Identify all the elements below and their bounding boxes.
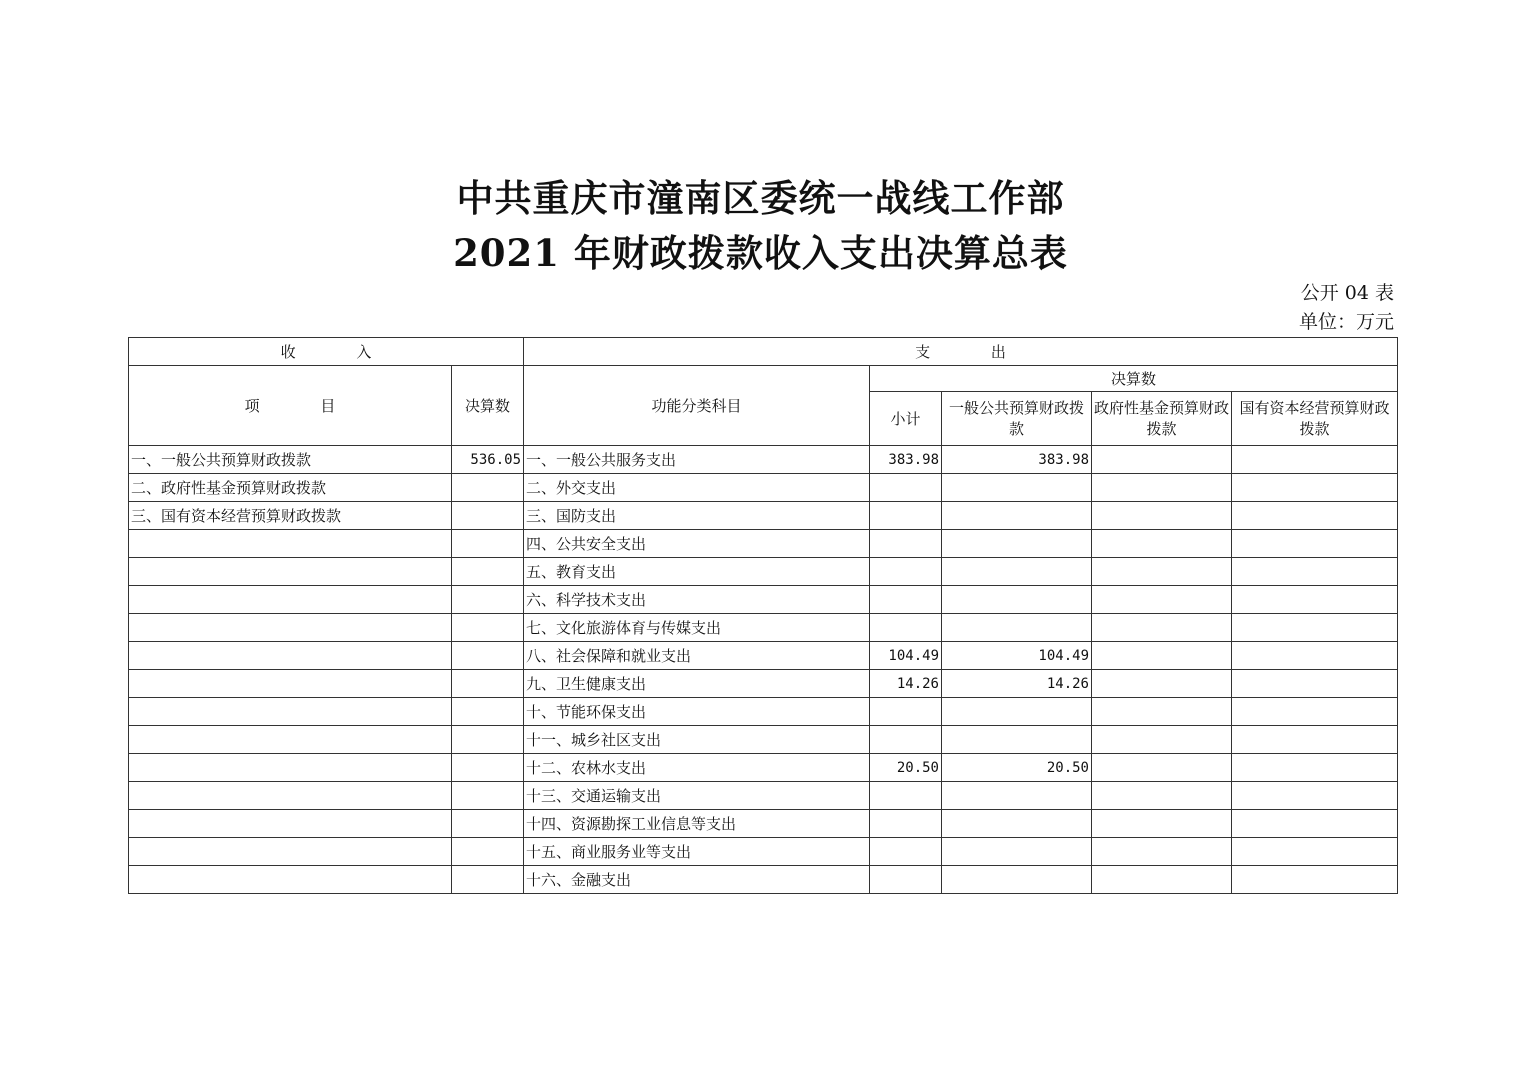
cell-general xyxy=(942,698,1092,726)
table-row xyxy=(129,586,1398,614)
income-section-header: 收 入 xyxy=(129,338,524,366)
cell-state xyxy=(1232,586,1398,614)
table-row xyxy=(129,446,1398,474)
cell-state xyxy=(1232,754,1398,782)
cell-subtotal xyxy=(870,530,942,558)
table-row xyxy=(129,754,1398,782)
cell-subtotal: 383.98 xyxy=(870,446,942,474)
cell-income-amount xyxy=(452,726,524,754)
cell-income-amount xyxy=(452,558,524,586)
cell-income-amount xyxy=(452,866,524,894)
col-header-item: 项 目 xyxy=(129,366,452,446)
cell-income-amount xyxy=(452,586,524,614)
cell-fund xyxy=(1092,558,1232,586)
cell-expense-item: 五、教育支出 xyxy=(524,558,870,586)
table-row xyxy=(129,642,1398,670)
cell-fund xyxy=(1092,614,1232,642)
table-row xyxy=(129,558,1398,586)
cell-fund xyxy=(1092,446,1232,474)
cell-income-amount xyxy=(452,614,524,642)
cell-income-amount xyxy=(452,782,524,810)
cell-subtotal xyxy=(870,866,942,894)
table-row xyxy=(129,502,1398,530)
table-row xyxy=(129,698,1398,726)
cell-fund xyxy=(1092,586,1232,614)
col-header-state: 国有资本经营预算财政拨款 xyxy=(1232,392,1398,446)
cell-income-item xyxy=(129,810,452,838)
cell-fund xyxy=(1092,838,1232,866)
cell-expense-item: 十一、城乡社区支出 xyxy=(524,726,870,754)
table-row xyxy=(129,782,1398,810)
cell-income-item: 三、国有资本经营预算财政拨款 xyxy=(129,502,452,530)
cell-income-item: 二、政府性基金预算财政拨款 xyxy=(129,474,452,502)
cell-state xyxy=(1232,614,1398,642)
table-row xyxy=(129,670,1398,698)
cell-state xyxy=(1232,838,1398,866)
cell-general: 14.26 xyxy=(942,670,1092,698)
cell-income-amount xyxy=(452,698,524,726)
cell-subtotal xyxy=(870,810,942,838)
cell-state xyxy=(1232,698,1398,726)
cell-income-amount xyxy=(452,670,524,698)
table-row xyxy=(129,614,1398,642)
cell-expense-item: 十五、商业服务业等支出 xyxy=(524,838,870,866)
cell-state xyxy=(1232,670,1398,698)
table-row xyxy=(129,838,1398,866)
cell-state xyxy=(1232,446,1398,474)
cell-income-item xyxy=(129,754,452,782)
col-header-general: 一般公共预算财政拨款 xyxy=(942,392,1092,446)
cell-fund xyxy=(1092,530,1232,558)
cell-income-item xyxy=(129,698,452,726)
form-number: 公开 04 表 xyxy=(1300,282,1394,304)
cell-subtotal: 20.50 xyxy=(870,754,942,782)
cell-expense-item: 一、一般公共服务支出 xyxy=(524,446,870,474)
cell-general xyxy=(942,474,1092,502)
cell-fund xyxy=(1092,474,1232,502)
cell-state xyxy=(1232,782,1398,810)
cell-income-item xyxy=(129,670,452,698)
cell-state xyxy=(1232,642,1398,670)
cell-income-item xyxy=(129,586,452,614)
unit-label: 单位：万元 xyxy=(1298,311,1394,333)
cell-income-amount: 536.05 xyxy=(452,446,524,474)
cell-income-item xyxy=(129,614,452,642)
col-header-final-group: 决算数 xyxy=(870,366,1398,392)
cell-expense-item: 四、公共安全支出 xyxy=(524,530,870,558)
cell-income-item: 一、一般公共预算财政拨款 xyxy=(129,446,452,474)
document-title-line2: 2021 年财政拨款收入支出决算总表 xyxy=(453,231,1068,275)
table-row xyxy=(129,530,1398,558)
cell-subtotal xyxy=(870,726,942,754)
cell-expense-item: 十六、金融支出 xyxy=(524,866,870,894)
cell-income-amount xyxy=(452,838,524,866)
cell-income-item xyxy=(129,642,452,670)
cell-income-item xyxy=(129,866,452,894)
cell-income-item xyxy=(129,558,452,586)
expense-section-header: 支 出 xyxy=(524,338,1398,366)
cell-income-item xyxy=(129,782,452,810)
cell-state xyxy=(1232,502,1398,530)
cell-general xyxy=(942,530,1092,558)
cell-subtotal xyxy=(870,586,942,614)
cell-expense-item: 六、科学技术支出 xyxy=(524,586,870,614)
cell-income-amount xyxy=(452,474,524,502)
col-header-fund: 政府性基金预算财政拨款 xyxy=(1092,392,1232,446)
cell-income-amount xyxy=(452,530,524,558)
cell-expense-item: 十二、农林水支出 xyxy=(524,754,870,782)
cell-expense-item: 十四、资源勘探工业信息等支出 xyxy=(524,810,870,838)
cell-general xyxy=(942,614,1092,642)
cell-income-item xyxy=(129,838,452,866)
table-row xyxy=(129,866,1398,894)
cell-state xyxy=(1232,474,1398,502)
cell-subtotal xyxy=(870,782,942,810)
cell-state xyxy=(1232,726,1398,754)
cell-subtotal: 14.26 xyxy=(870,670,942,698)
cell-subtotal xyxy=(870,502,942,530)
cell-general xyxy=(942,558,1092,586)
cell-subtotal xyxy=(870,614,942,642)
cell-income-amount xyxy=(452,754,524,782)
cell-general xyxy=(942,502,1092,530)
cell-expense-item: 九、卫生健康支出 xyxy=(524,670,870,698)
cell-subtotal xyxy=(870,698,942,726)
cell-income-amount xyxy=(452,502,524,530)
cell-general xyxy=(942,782,1092,810)
cell-expense-item: 二、外交支出 xyxy=(524,474,870,502)
cell-expense-item: 十三、交通运输支出 xyxy=(524,782,870,810)
cell-general xyxy=(942,726,1092,754)
cell-expense-item: 八、社会保障和就业支出 xyxy=(524,642,870,670)
cell-general xyxy=(942,586,1092,614)
cell-fund xyxy=(1092,698,1232,726)
cell-fund xyxy=(1092,782,1232,810)
cell-state xyxy=(1232,530,1398,558)
budget-summary-table xyxy=(128,337,1398,894)
col-header-subtotal: 小计 xyxy=(870,392,942,446)
cell-expense-item: 十、节能环保支出 xyxy=(524,698,870,726)
cell-income-item xyxy=(129,530,452,558)
cell-fund xyxy=(1092,810,1232,838)
cell-expense-item: 七、文化旅游体育与传媒支出 xyxy=(524,614,870,642)
cell-fund xyxy=(1092,726,1232,754)
cell-state xyxy=(1232,558,1398,586)
cell-income-item xyxy=(129,726,452,754)
header-row-section xyxy=(129,338,1398,366)
cell-subtotal: 104.49 xyxy=(870,642,942,670)
cell-state xyxy=(1232,866,1398,894)
cell-subtotal xyxy=(870,558,942,586)
document-title-line1: 中共重庆市潼南区委统一战线工作部 xyxy=(456,176,1065,220)
cell-fund xyxy=(1092,754,1232,782)
cell-state xyxy=(1232,810,1398,838)
cell-fund xyxy=(1092,642,1232,670)
col-header-income-amount: 决算数 xyxy=(452,366,524,446)
cell-subtotal xyxy=(870,474,942,502)
cell-subtotal xyxy=(870,838,942,866)
cell-general xyxy=(942,810,1092,838)
cell-general xyxy=(942,866,1092,894)
table-row xyxy=(129,726,1398,754)
cell-fund xyxy=(1092,866,1232,894)
cell-fund xyxy=(1092,502,1232,530)
col-header-function: 功能分类科目 xyxy=(524,366,870,446)
header-row-group xyxy=(129,366,1398,392)
cell-general: 20.50 xyxy=(942,754,1092,782)
table-row xyxy=(129,474,1398,502)
cell-general: 383.98 xyxy=(942,446,1092,474)
table-row xyxy=(129,810,1398,838)
cell-fund xyxy=(1092,670,1232,698)
cell-general xyxy=(942,838,1092,866)
cell-income-amount xyxy=(452,642,524,670)
cell-expense-item: 三、国防支出 xyxy=(524,502,870,530)
cell-income-amount xyxy=(452,810,524,838)
cell-general: 104.49 xyxy=(942,642,1092,670)
